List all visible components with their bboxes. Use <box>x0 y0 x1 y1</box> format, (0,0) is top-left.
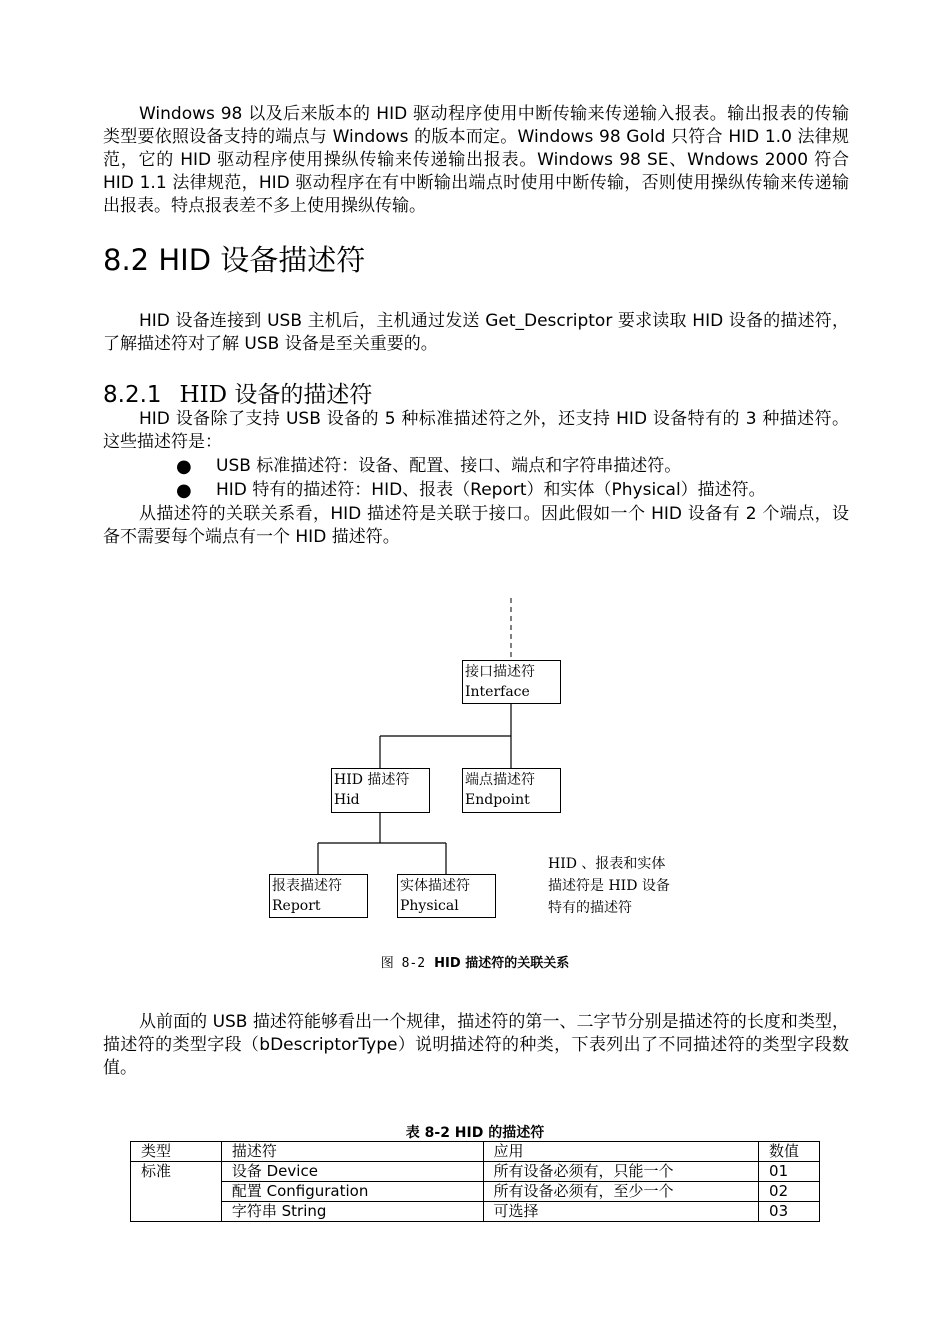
report-cn-label: 报表描述符 <box>272 878 342 894</box>
bullet-text: HID 特有的描述符：HID、报表（Report）和实体（Physical）描述符。 <box>216 480 766 500</box>
subsection-number: 8.2.1 <box>103 382 162 408</box>
endpoint-cn-label: 端点描述符 <box>465 772 535 788</box>
header-type: 类型 <box>131 1142 222 1162</box>
hid-cn-label: HID 描述符 <box>334 772 410 788</box>
interface-en-label: Interface <box>465 684 530 700</box>
figure-caption <box>0 952 950 971</box>
bullet-icon: ● <box>176 480 192 501</box>
paragraph-transfer-types: Windows 98 以及后来版本的 HID 驱动程序使用中断传输来传递输入报表。输出报表的传输类型要依照设备支持的端点与 Windows 的版本而定。Windows 98 Gold 只符合 HID 1.0 法律规范，它的 HID 驱动程序使用操纵传输来传递输出报表。Windows 98 SE、Wndows 2000 符合 HID 1.1 法律规范，HID 驱动程序在有中断输出端点时使用中断传输，否则使用操纵传输来传递输出报表。特点报表差不多上使用操纵传输。 <box>103 104 849 216</box>
usage-cell: 所有设备必须有，只能一个 <box>483 1162 759 1182</box>
subsection-heading <box>103 376 372 409</box>
hid-en-label: Hid <box>334 792 360 808</box>
paragraph-type-field: 从前面的 USB 描述符能够看出一个规律，描述符的第一、二字节分别是描述符的长度和类型，描述符的类型字段（bDescriptorType）说明描述符的种类，下表列出了不同描述符的类型字段数值。 <box>103 1012 849 1078</box>
value-cell: 03 <box>759 1202 820 1222</box>
paragraph-descriptor-types: HID 设备除了支持 USB 设备的 5 种标准描述符之外，还支持 HID 设备特有的 3 种描述符。这些描述符是： <box>103 409 849 452</box>
table-row <box>131 1162 820 1182</box>
figure-title: HID 描述符的关联关系 <box>434 956 570 971</box>
note-line: 特有的描述符 <box>548 900 632 916</box>
header-value: 数值 <box>759 1142 820 1162</box>
usage-cell: 所有设备必须有，至少一个 <box>483 1182 759 1202</box>
note-line: HID 、报表和实体 <box>548 856 666 872</box>
endpoint-descriptor-box <box>462 768 561 813</box>
subsection-title: HID 设备的描述符 <box>179 382 373 408</box>
descriptor-cell: 字符串 String <box>221 1202 483 1222</box>
descriptor-cell: 配置 Configuration <box>221 1182 483 1202</box>
interface-cn-label: 接口描述符 <box>465 664 535 680</box>
descriptor-table <box>130 1141 820 1222</box>
report-descriptor-box <box>269 874 368 918</box>
category-cell: 标准 <box>131 1162 222 1222</box>
report-en-label: Report <box>272 898 321 914</box>
value-cell: 01 <box>759 1162 820 1182</box>
physical-cn-label: 实体描述符 <box>400 878 470 894</box>
header-descriptor: 描述符 <box>221 1142 483 1162</box>
hid-descriptor-box <box>331 768 430 813</box>
diagram-note <box>548 853 698 919</box>
endpoint-en-label: Endpoint <box>465 792 530 808</box>
table-header-row <box>131 1142 820 1162</box>
note-line: 描述符是 HID 设备 <box>548 878 670 894</box>
header-usage: 应用 <box>483 1142 759 1162</box>
descriptor-cell: 设备 Device <box>221 1162 483 1182</box>
table-row <box>131 1202 820 1222</box>
value-cell: 02 <box>759 1182 820 1202</box>
section-heading: 8.2 HID 设备描述符 <box>103 243 366 277</box>
figure-number: 图 8-2 <box>380 956 426 971</box>
interface-descriptor-box <box>462 660 561 704</box>
paragraph-get-descriptor: HID 设备连接到 USB 主机后，主机通过发送 Get_Descriptor 要求读取 HID 设备的描述符，了解描述符对了解 USB 设备是至关重要的。 <box>103 311 849 354</box>
physical-descriptor-box <box>397 874 496 918</box>
bullet-icon: ● <box>176 456 192 477</box>
table-row <box>131 1182 820 1202</box>
physical-en-label: Physical <box>400 898 459 914</box>
table-caption: 表 8-2 HID 的描述符 <box>405 1125 545 1141</box>
paragraph-association: 从描述符的关联关系看，HID 描述符是关联于接口。因此假如一个 HID 设备有 2 个端点，设备不需要每个端点有一个 HID 描述符。 <box>103 504 849 547</box>
usage-cell: 可选择 <box>483 1202 759 1222</box>
bullet-text: USB 标准描述符：设备、配置、接口、端点和字符串描述符。 <box>216 456 682 476</box>
